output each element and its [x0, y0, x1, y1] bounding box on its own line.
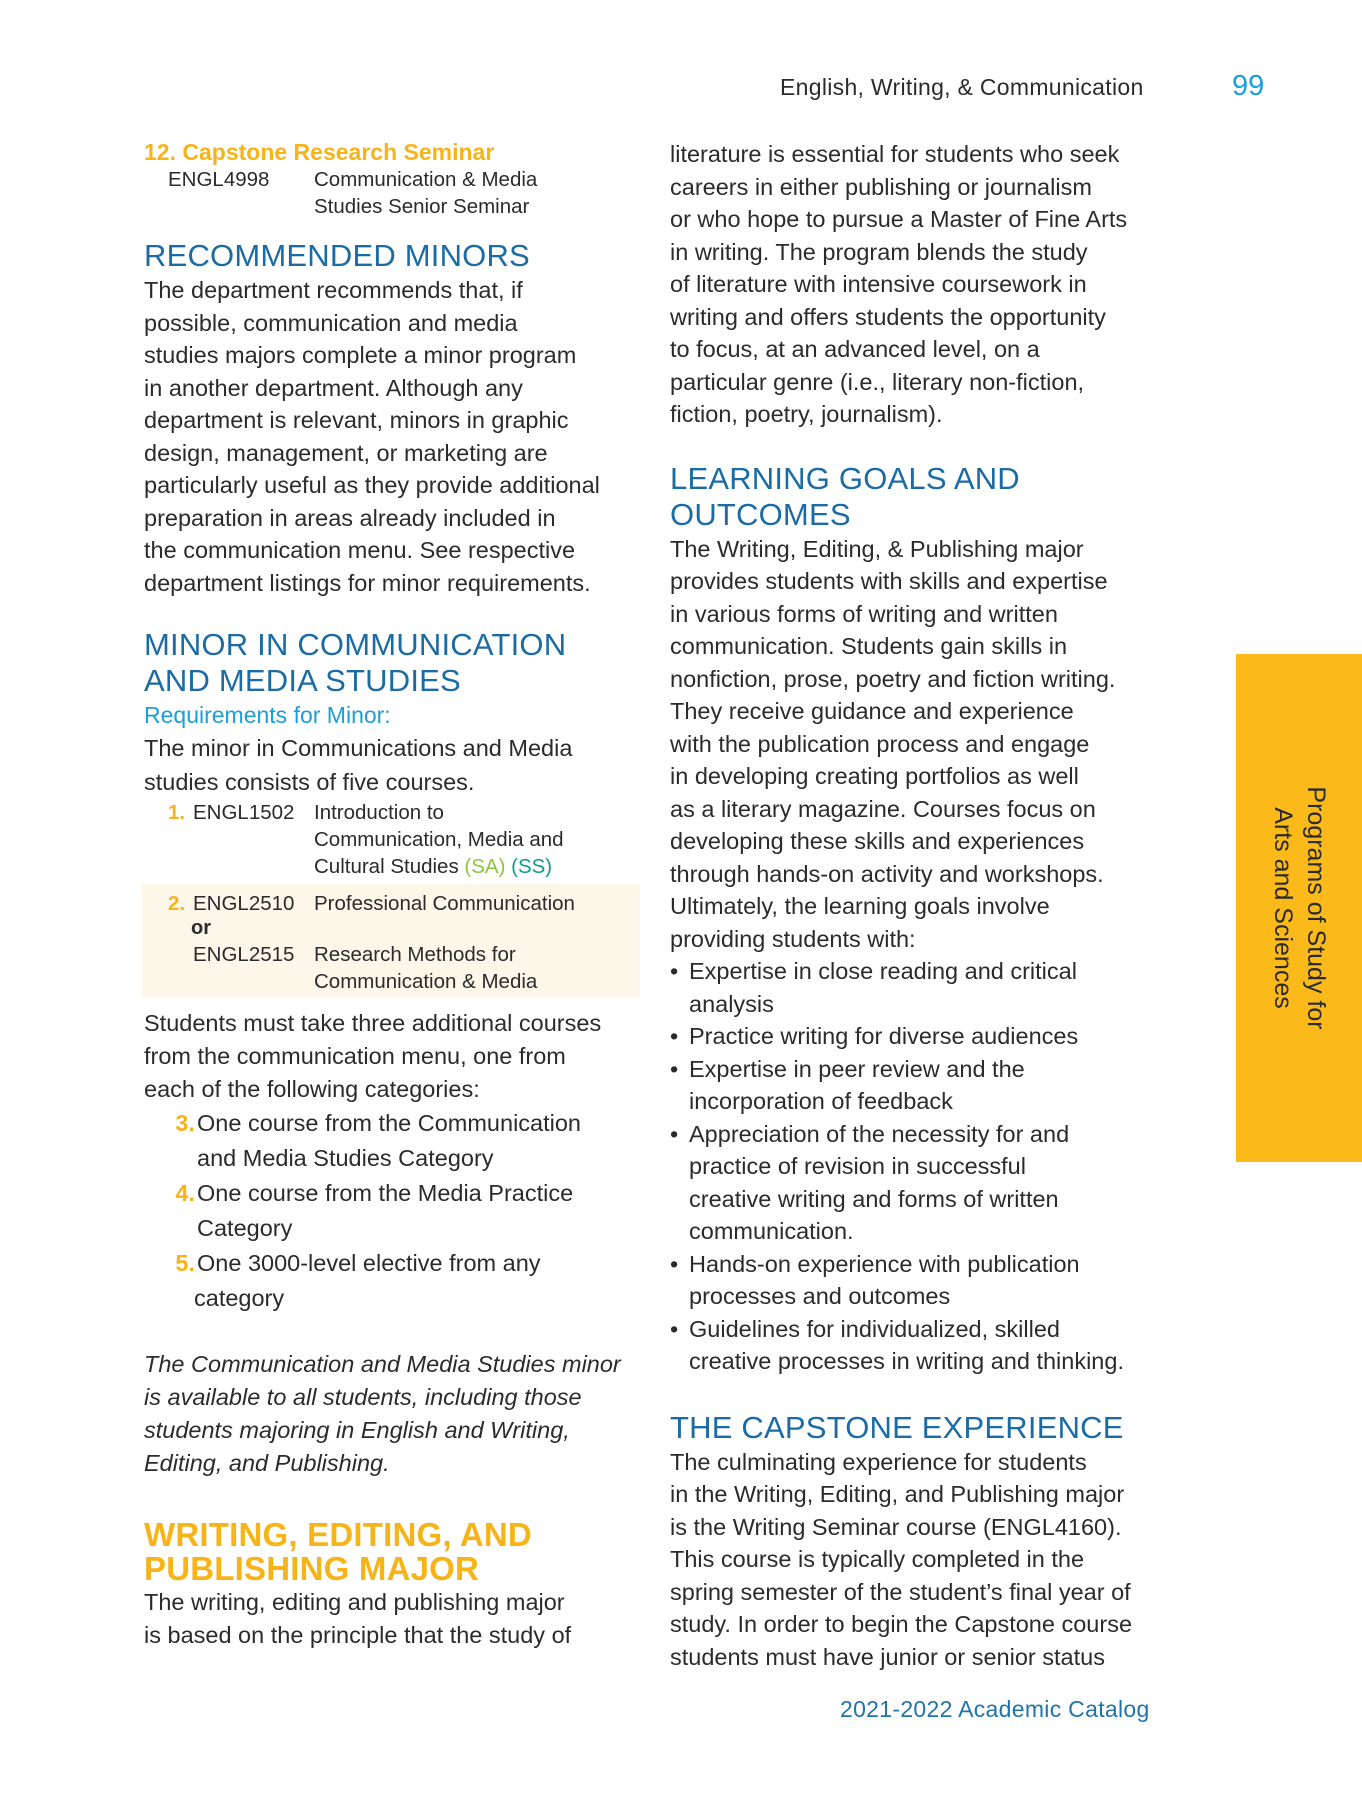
text-line: Ultimately, the learning goals involve — [670, 893, 1050, 919]
page-number: 99 — [1232, 70, 1265, 102]
text-line: from the communication menu, one from — [144, 1043, 566, 1069]
text-line: providing students with: — [670, 925, 916, 952]
wep-major-heading — [144, 1518, 640, 1586]
heading-line: OUTCOMES — [670, 496, 851, 532]
text-line: communication. Students gain skills in — [670, 633, 1068, 659]
text-line: communication. — [689, 1218, 854, 1244]
bullet-icon: • — [670, 1120, 679, 1147]
text-line: developing these skills and experiences — [670, 828, 1085, 854]
minor-availability-note — [144, 1348, 640, 1480]
text-line: One 3000-level elective from any — [197, 1250, 541, 1276]
running-header-title: English, Writing, & Communication — [780, 74, 1144, 100]
bullet-icon: • — [670, 1055, 679, 1082]
left-column — [144, 138, 640, 1651]
list-item — [670, 1053, 1170, 1118]
text-line: possible, communication and media — [144, 309, 518, 336]
side-tab-label — [1266, 786, 1332, 1029]
bullet-icon: • — [670, 1023, 679, 1049]
course-title-line: Studies Senior Seminar — [314, 195, 530, 218]
text-line: The writing, editing and publishing major — [144, 1589, 565, 1615]
text-line: The Communication and Media Studies minor — [144, 1351, 621, 1377]
category-list — [144, 1106, 640, 1316]
text-line: creative processes in writing and thinking. — [689, 1348, 1124, 1374]
course-title-line: Communication & Media — [314, 970, 538, 993]
item-number: 1. — [168, 801, 186, 824]
text-line: with the publication process and engage — [670, 730, 1090, 757]
category-text — [194, 1246, 541, 1316]
text-line: through hands-on activity and workshops. — [670, 860, 1104, 887]
text-line: in various forms of writing and written — [670, 600, 1058, 627]
text-line: One course from the Media Practice — [197, 1180, 574, 1206]
capstone-experience-text — [670, 1446, 1170, 1674]
text-line: to focus, at an advanced level, on a — [670, 336, 1040, 362]
text-line: The culminating experience for students — [670, 1448, 1087, 1475]
course-code — [168, 890, 314, 917]
capstone-experience-heading: THE CAPSTONE EXPERIENCE — [670, 1409, 1124, 1445]
additional-courses-text — [144, 1007, 640, 1106]
text-line: students must have junior or senior status — [670, 1643, 1105, 1670]
text-line: in developing creating portfolios as well — [670, 763, 1079, 789]
course-code — [168, 799, 314, 880]
learning-goals-heading — [670, 461, 1170, 533]
ss-designation: (SS) — [511, 855, 553, 878]
recommended-minors-heading: RECOMMENDED MINORS — [144, 238, 530, 273]
wep-intro-continued — [670, 138, 1170, 431]
text-line: Students must take three additional courses — [144, 1010, 602, 1036]
text-line: department is relevant, minors in graphic — [144, 407, 569, 433]
sa-designation: (SA) — [464, 855, 506, 878]
capstone-seminar-heading: 12. Capstone Research Seminar — [144, 139, 495, 165]
list-item — [670, 1118, 1170, 1248]
item-number: 5. — [175, 1250, 195, 1276]
text-line: in the Writing, Editing, and Publishing major — [670, 1481, 1125, 1507]
text-line: department listings for minor requirements. — [144, 569, 591, 596]
wep-intro-text — [144, 1586, 640, 1651]
category-item-5 — [168, 1246, 640, 1316]
heading-line: PUBLISHING MAJOR — [144, 1550, 480, 1587]
text-line: nonfiction, prose, poetry and fiction writing. — [670, 665, 1116, 692]
list-item — [670, 1248, 1170, 1313]
text-line: Hands-on experience with publication — [689, 1250, 1080, 1277]
footer-catalog-label: 2021-2022 Academic Catalog — [840, 1696, 1150, 1722]
text-line: as a literary magazine. Courses focus on — [670, 795, 1096, 822]
course-code-text: ENGL1502 — [193, 801, 295, 824]
course-title — [314, 941, 640, 995]
text-line: preparation in areas already included in — [144, 504, 556, 531]
category-text — [197, 1106, 581, 1176]
bullet-icon: • — [670, 958, 679, 984]
text-line: creative writing and forms of written — [689, 1185, 1059, 1212]
course-title-line: Communication & Media — [314, 168, 538, 191]
item-number: 3. — [175, 1110, 195, 1136]
list-item — [670, 955, 1170, 1020]
text-line: fiction, poetry, journalism). — [670, 401, 943, 427]
heading-line: MINOR IN COMMUNICATION — [144, 627, 567, 662]
text-line: They receive guidance and experience — [670, 698, 1074, 724]
text-line: students majoring in English and Writing, — [144, 1417, 570, 1443]
text-line: writing and offers students the opportunity — [670, 303, 1106, 330]
text-line: The minor in Communications and Media — [144, 735, 573, 761]
text-line: practice of revision in successful — [689, 1153, 1026, 1179]
text-line: and Media Studies Category — [197, 1145, 494, 1171]
text-line: Expertise in close reading and critical — [689, 958, 1077, 984]
text-line: particularly useful as they provide additional — [144, 472, 600, 498]
text-line: This course is typically completed in the — [670, 1546, 1085, 1572]
list-item — [670, 1313, 1170, 1378]
text-line: of literature with intensive coursework in — [670, 271, 1087, 297]
text-line: incorporation of feedback — [689, 1088, 953, 1114]
text-line: each of the following categories: — [144, 1076, 480, 1102]
course-title — [314, 166, 640, 220]
text-line: literature is essential for students who seek — [670, 141, 1120, 167]
text-line: is based on the principle that the study of — [144, 1621, 572, 1648]
text-line: is available to all students, including those — [144, 1384, 582, 1410]
or-separator: or — [191, 917, 211, 939]
text-line: category — [194, 1285, 285, 1311]
course-title-line: Introduction to — [314, 801, 444, 824]
text-line: or who hope to pursue a Master of Fine Arts — [670, 206, 1128, 232]
course-title — [314, 799, 640, 880]
heading-line: LEARNING GOALS AND — [670, 460, 1020, 496]
category-item-4 — [168, 1176, 640, 1246]
minor-course-2-alt — [142, 941, 640, 995]
text-line: study. In order to begin the Capstone course — [670, 1611, 1133, 1637]
minor-intro — [144, 731, 640, 799]
side-tab-line-2: Arts and Sciences — [1269, 807, 1297, 1009]
bullet-icon: • — [670, 1315, 679, 1342]
text-line: Appreciation of the necessity for and — [689, 1120, 1070, 1147]
text-line: Expertise in peer review and the — [689, 1055, 1025, 1082]
course-title-line: Cultural Studies — [314, 855, 459, 878]
course-title-line: Communication, Media and — [314, 828, 564, 851]
course-code: ENGL4998 — [168, 168, 270, 191]
text-line: spring semester of the student’s final year of — [670, 1578, 1131, 1605]
text-line: careers in either publishing or journalism — [670, 173, 1092, 200]
text-line: Category — [197, 1215, 293, 1241]
course-title: Professional Communication — [314, 892, 575, 915]
item-number: 2. — [168, 892, 186, 915]
text-line: design, management, or marketing are — [144, 439, 548, 466]
minor-course-2 — [142, 890, 640, 917]
requirements-heading: Requirements for Minor: — [144, 702, 391, 728]
recommended-minors-text — [144, 274, 640, 599]
course-title-line: Research Methods for — [314, 943, 516, 966]
course-code: ENGL2515 — [193, 943, 295, 966]
course-2-alternatives-box — [142, 884, 640, 997]
text-line: studies consists of five courses. — [144, 769, 475, 795]
capstone-course-row — [144, 166, 640, 220]
text-line: particular genre (i.e., literary non-fiction, — [670, 368, 1085, 395]
text-line: The department recommends that, if — [144, 277, 523, 303]
text-line: in writing. The program blends the study — [670, 238, 1088, 265]
category-item-3 — [168, 1106, 640, 1176]
side-tab-line-1: Programs of Study for — [1302, 786, 1330, 1030]
text-line: One course from the Communication — [197, 1110, 581, 1136]
text-line: in another department. Although any — [144, 374, 523, 401]
minor-heading — [144, 627, 640, 699]
text-line: Guidelines for individualized, skilled — [689, 1315, 1060, 1342]
text-line: analysis — [689, 990, 774, 1017]
text-line: provides students with skills and expertise — [670, 568, 1108, 594]
text-line: is the Writing Seminar course (ENGL4160). — [670, 1513, 1122, 1540]
list-item — [670, 1020, 1170, 1053]
minor-course-1 — [144, 799, 640, 880]
right-column — [670, 138, 1170, 1673]
bullet-icon: • — [670, 1250, 679, 1277]
text-line: Practice writing for diverse audiences — [689, 1023, 1079, 1049]
item-number: 4. — [175, 1180, 195, 1206]
text-line: processes and outcomes — [689, 1283, 951, 1309]
text-line: The Writing, Editing, & Publishing major — [670, 535, 1084, 562]
heading-line: WRITING, EDITING, AND — [144, 1516, 532, 1553]
course-code-text: ENGL2510 — [193, 892, 295, 915]
learning-goals-text — [670, 533, 1170, 956]
text-line: the communication menu. See respective — [144, 537, 576, 563]
learning-goals-list — [670, 955, 1170, 1378]
text-line: Editing, and Publishing. — [144, 1450, 390, 1476]
category-text — [197, 1176, 573, 1246]
text-line: studies majors complete a minor program — [144, 342, 577, 368]
heading-line: AND MEDIA STUDIES — [144, 663, 461, 698]
